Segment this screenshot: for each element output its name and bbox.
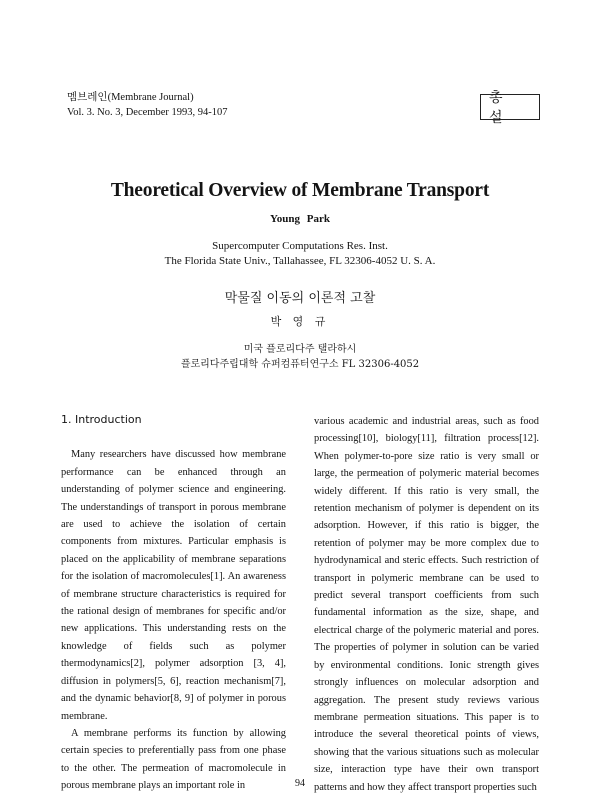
page-number: 94 bbox=[295, 778, 305, 789]
journal-citation bbox=[67, 90, 228, 120]
affiliation-line-2: The Florida State Univ., Tallahassee, FL 32306-4052 U. S. A. bbox=[164, 255, 436, 267]
korean-affiliation-line-1: 미국 플로리다주 탤라하시 bbox=[243, 344, 357, 355]
korean-author: 박 영 규 bbox=[270, 315, 330, 328]
journal-name: 멤브레인(Membrane Journal) bbox=[67, 92, 194, 103]
paragraph: various academic and industrial areas, such as food processing[10], biology[11], filtration process[12]. When polymer-to-pore size ratio is very small or large, the permeation of polymeric material becomes widely different. If this ratio is very small, the retention mechanism of polymer is dependent on its adsorption. However, if this ratio is bigger, the retention of polymer may be more complex due to hydrodynamical and steric effects. Such restriction of transport in polymeric membrane can be used to predict several transport coefficients from such fundamental information as the size, shape, and electrical charge of the polymeric material and pores. The properties of polymer in solution can be varied by environmental conditions. Ionic strength gives strongly influences on molecular adsorption and aggregation. The present study reviews various membrane permeation situations. This paper is to introduce the several theoretical points of views, showing that the various situations such as molecular size, interaction type have their own transport patterns and how they affect transport properties such bbox=[314, 416, 539, 793]
section-heading: 1. Introduction bbox=[61, 413, 142, 426]
affiliation-line-1: Supercomputer Computations Res. Inst. bbox=[212, 240, 388, 252]
journal-volume: Vol. 3. No. 3, December 1993, 94-107 bbox=[67, 107, 228, 118]
right-column bbox=[314, 413, 539, 796]
paragraph: A membrane performs its function by allowing certain species to preferentially pass from one phase to the other. The permeation of macromolecule in porous membrane plays an important role in bbox=[61, 727, 286, 792]
left-column bbox=[61, 411, 286, 795]
korean-title: 막물질 이동의 이론적 고찰 bbox=[224, 291, 376, 306]
author-name: Young Park bbox=[270, 213, 330, 225]
paragraph: Many researchers have discussed how membrane performance can be enhanced through an understanding of polymer science and engineering. The understandings of transport in porous membrane are used to achieve the isolation of certain components from mixtures. Particular emphasis is placed on the applicability of membrane separations for the isolation of macromolecules[1]. An awareness of membrane structure characteristics is required for the rational design of membranes for specific and/or new applications. This understanding rests on the knowledge of fields such as polymer thermodynamics[2], polymer adsorption [3, 4], diffusion in polymers[5, 6], reaction mechanism[7], and the dynamic behavior[8, 9] of polymer in porous membrane. bbox=[61, 449, 286, 722]
korean-affiliation-line-2: 플로리다주립대학 슈퍼컴퓨터연구소 FL 32306-4052 bbox=[180, 359, 420, 370]
article-type-badge: 총 설 bbox=[480, 94, 540, 120]
paper-title: Theoretical Overview of Membrane Transport bbox=[110, 180, 490, 201]
